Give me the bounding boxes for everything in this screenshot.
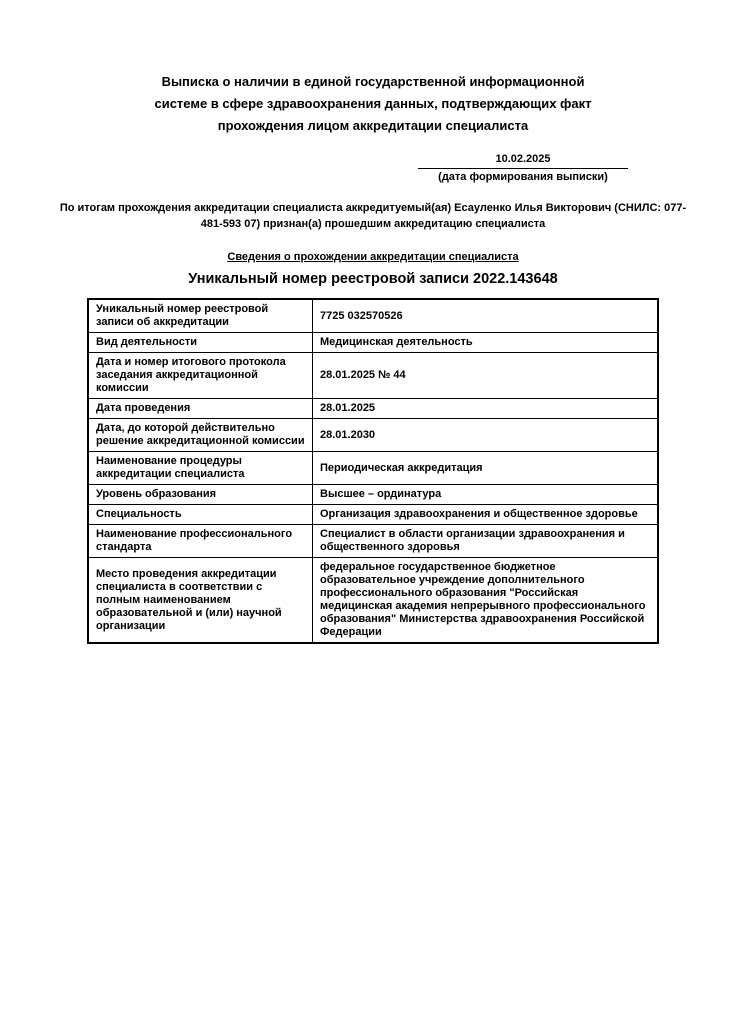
row-value: 7725 032570526 — [313, 299, 659, 333]
row-label: Наименование процедуры аккредитации специалиста — [88, 452, 313, 485]
row-value: Организация здравоохранения и общественное здоровье — [313, 505, 659, 525]
row-label: Дата и номер итогового протокола заседания аккредитационной комиссии — [88, 353, 313, 399]
row-label: Дата, до которой действительно решение аккредитационной комиссии — [88, 419, 313, 452]
table-row — [88, 399, 658, 419]
row-label: Место проведения аккредитации специалиста в соответствии с полным наименованием образовательной и (или) научной организации — [88, 558, 313, 644]
table-row — [88, 485, 658, 505]
intro-paragraph: По итогам прохождения аккредитации специалиста аккредитуемый(ая) Есауленко Илья Викторович (СНИЛС: 077-481-593 07) признан(а) прошедшим аккредитацию специалиста — [59, 202, 687, 230]
row-value: Периодическая аккредитация — [313, 452, 659, 485]
row-value: Медицинская деятельность — [313, 333, 659, 353]
table-row — [88, 353, 658, 399]
row-label: Вид деятельности — [88, 333, 313, 353]
accreditation-table-body — [88, 299, 658, 643]
table-row — [88, 525, 658, 558]
row-label: Уровень образования — [88, 485, 313, 505]
row-value: 28.01.2030 — [313, 419, 659, 452]
row-value: Высшее – ординатура — [313, 485, 659, 505]
table-row — [88, 299, 658, 333]
document-title-line: Выписка о наличии в единой государственной информационной — [161, 74, 585, 89]
row-value: федеральное государственное бюджетное образовательное учреждение дополнительного профессионального образования "Российская медицинская академия непрерывного профессионального образования" Министерства здравоохранения Российской Федерации — [313, 558, 659, 644]
row-value: Специалист в области организации здравоохранения и общественного здоровья — [313, 525, 659, 558]
document-title-line: системе в сфере здравоохранения данных, подтверждающих факт — [154, 96, 592, 111]
row-value: 28.01.2025 № 44 — [313, 353, 659, 399]
document-title — [143, 71, 603, 137]
row-label: Наименование профессионального стандарта — [88, 525, 313, 558]
table-row — [88, 505, 658, 525]
document-title-line: прохождения лицом аккредитации специалиста — [217, 118, 529, 133]
extract-date-block — [418, 153, 628, 184]
table-row — [88, 419, 658, 452]
table-row — [88, 452, 658, 485]
section-heading: Сведения о прохождении аккредитации специалиста — [227, 251, 519, 263]
table-row — [88, 558, 658, 644]
row-value: 28.01.2025 — [313, 399, 659, 419]
row-label: Специальность — [88, 505, 313, 525]
extract-date-caption: (дата формирования выписки) — [438, 171, 608, 183]
extract-formation-date: 10.02.2025 — [418, 153, 628, 169]
table-row — [88, 333, 658, 353]
registry-number-heading: Уникальный номер реестровой записи 2022.143648 — [188, 271, 558, 287]
row-label: Уникальный номер реестровой записи об аккредитации — [88, 299, 313, 333]
row-label: Дата проведения — [88, 399, 313, 419]
accreditation-table — [87, 298, 659, 644]
